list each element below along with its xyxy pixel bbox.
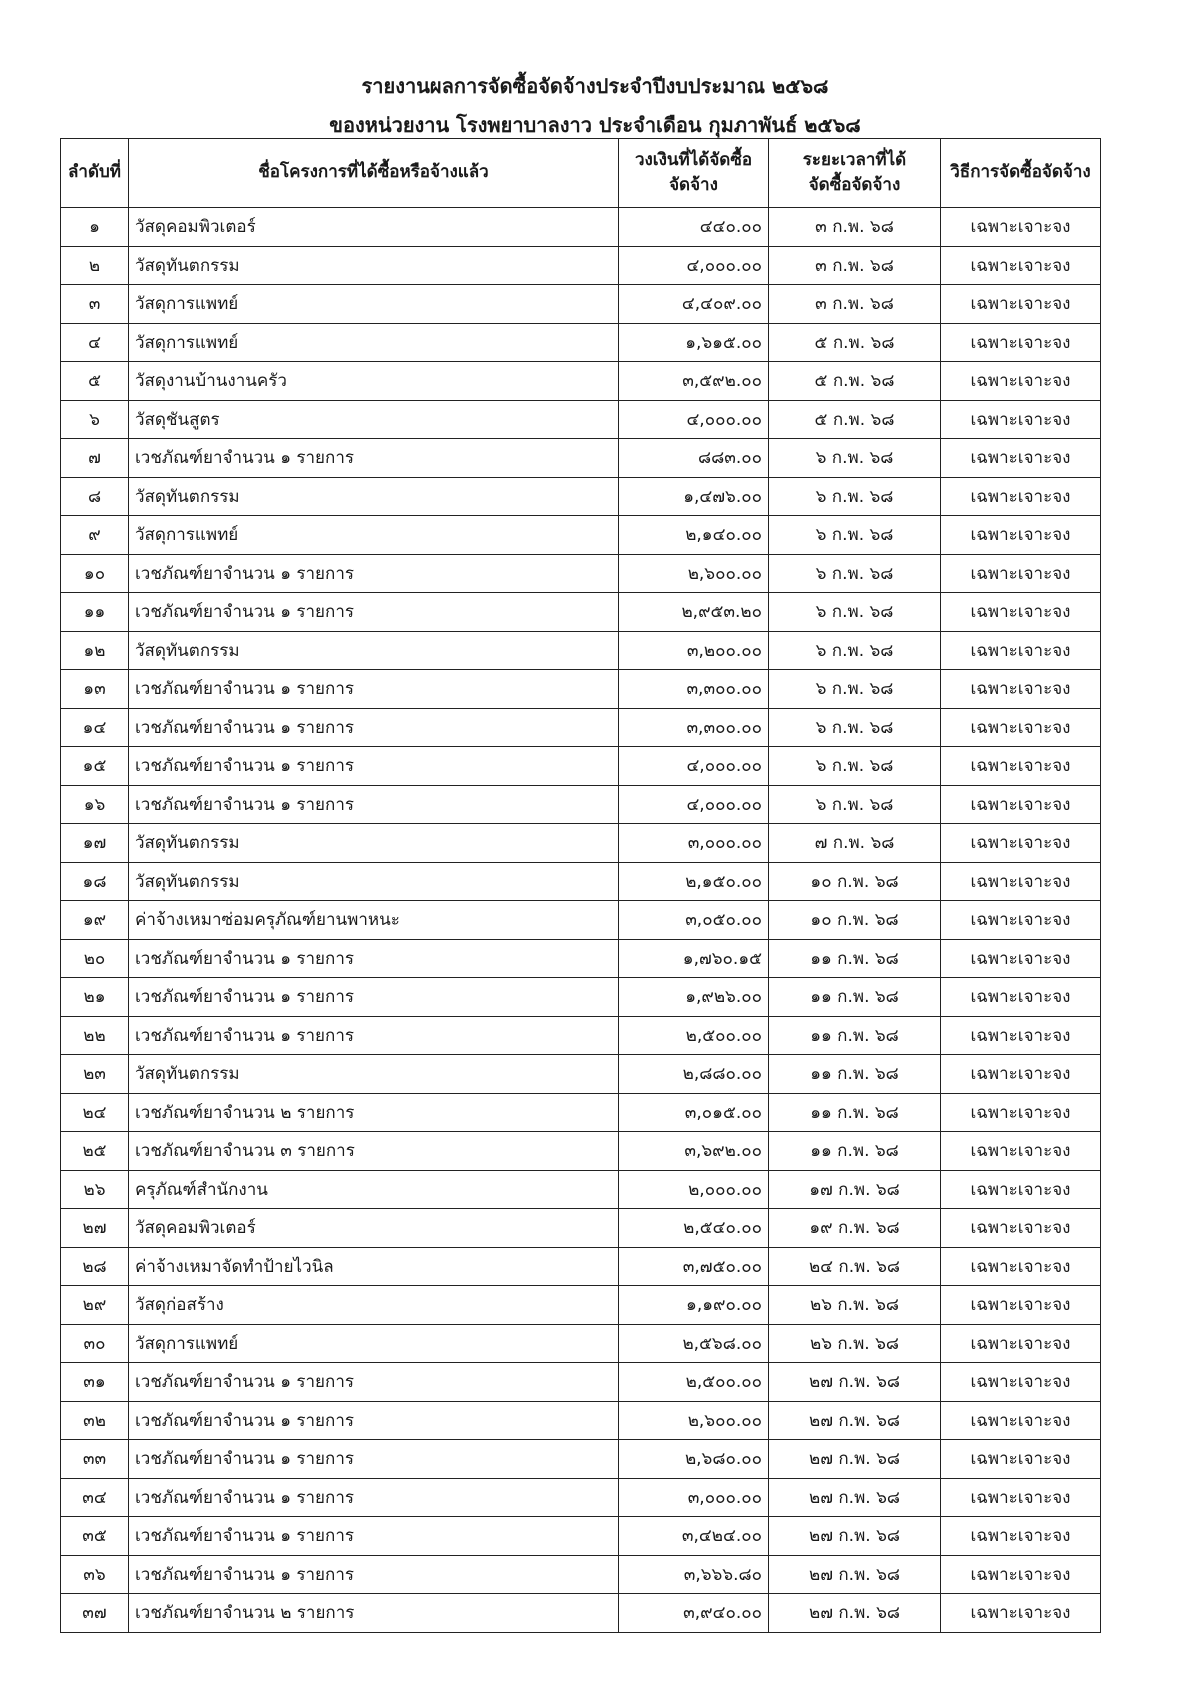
cell-no: ๓๐ <box>61 1324 129 1363</box>
cell-method: เฉพาะเจาะจง <box>941 785 1101 824</box>
cell-date: ๒๗ ก.พ. ๖๘ <box>769 1517 941 1556</box>
cell-date: ๖ ก.พ. ๖๘ <box>769 477 941 516</box>
cell-date: ๖ ก.พ. ๖๘ <box>769 439 941 478</box>
table-row <box>61 785 1101 824</box>
cell-date: ๒๔ ก.พ. ๖๘ <box>769 1247 941 1286</box>
cell-project-name: วัสดุทันตกรรม <box>129 1055 619 1094</box>
cell-project-name: เวชภัณฑ์ยาจำนวน ๒ รายการ <box>129 1594 619 1633</box>
table-row <box>61 1132 1101 1171</box>
cell-amount: ๒,๕๐๐.๐๐ <box>619 1363 769 1402</box>
cell-project-name: วัสดุชันสูตร <box>129 400 619 439</box>
cell-no: ๓๓ <box>61 1440 129 1479</box>
cell-no: ๕ <box>61 362 129 401</box>
cell-no: ๒๓ <box>61 1055 129 1094</box>
cell-project-name: เวชภัณฑ์ยาจำนวน ๑ รายการ <box>129 554 619 593</box>
cell-no: ๑๑ <box>61 593 129 632</box>
cell-amount: ๒,๐๐๐.๐๐ <box>619 1170 769 1209</box>
cell-project-name: วัสดุทันตกรรม <box>129 862 619 901</box>
table-row <box>61 439 1101 478</box>
cell-method: เฉพาะเจาะจง <box>941 1132 1101 1171</box>
cell-project-name: ค่าจ้างเหมาจัดทำป้ายไวนิล <box>129 1247 619 1286</box>
report-title: รายงานผลการจัดซื้อจัดจ้างประจำปีงบประมาณ ๒๕๖๘ <box>361 74 829 98</box>
cell-date: ๖ ก.พ. ๖๘ <box>769 593 941 632</box>
cell-amount: ๓,๐๕๐.๐๐ <box>619 901 769 940</box>
cell-project-name: เวชภัณฑ์ยาจำนวน ๑ รายการ <box>129 1555 619 1594</box>
cell-date: ๑๙ ก.พ. ๖๘ <box>769 1209 941 1248</box>
cell-date: ๒๗ ก.พ. ๖๘ <box>769 1594 941 1633</box>
cell-amount: ๒,๑๕๐.๐๐ <box>619 862 769 901</box>
table-row <box>61 978 1101 1017</box>
cell-no: ๓๕ <box>61 1517 129 1556</box>
cell-method: เฉพาะเจาะจง <box>941 1363 1101 1402</box>
cell-project-name: เวชภัณฑ์ยาจำนวน ๑ รายการ <box>129 439 619 478</box>
table-row <box>61 400 1101 439</box>
cell-date: ๒๗ ก.พ. ๖๘ <box>769 1555 941 1594</box>
cell-project-name: เวชภัณฑ์ยาจำนวน ๑ รายการ <box>129 939 619 978</box>
cell-project-name: วัสดุทันตกรรม <box>129 477 619 516</box>
cell-amount: ๒,๖๐๐.๐๐ <box>619 554 769 593</box>
cell-project-name: ค่าจ้างเหมาซ่อมครุภัณฑ์ยานพาหนะ <box>129 901 619 940</box>
cell-method: เฉพาะเจาะจง <box>941 477 1101 516</box>
cell-date: ๖ ก.พ. ๖๘ <box>769 785 941 824</box>
cell-method: เฉพาะเจาะจง <box>941 1093 1101 1132</box>
cell-no: ๓๒ <box>61 1401 129 1440</box>
table-row <box>61 1517 1101 1556</box>
table-row <box>61 1016 1101 1055</box>
cell-project-name: เวชภัณฑ์ยาจำนวน ๑ รายการ <box>129 1517 619 1556</box>
header-date-line2: จัดซื้อจัดจ้าง <box>808 175 901 195</box>
header-amount-line2: จัดจ้าง <box>669 175 718 195</box>
cell-method: เฉพาะเจาะจง <box>941 978 1101 1017</box>
cell-amount: ๓,๖๖๖.๘๐ <box>619 1555 769 1594</box>
cell-method: เฉพาะเจาะจง <box>941 362 1101 401</box>
table-row <box>61 246 1101 285</box>
cell-no: ๓๗ <box>61 1594 129 1633</box>
cell-method: เฉพาะเจาะจง <box>941 1324 1101 1363</box>
cell-date: ๗ ก.พ. ๖๘ <box>769 824 941 863</box>
table-row <box>61 1363 1101 1402</box>
cell-project-name: วัสดุการแพทย์ <box>129 285 619 324</box>
cell-amount: ๓,๓๐๐.๐๐ <box>619 708 769 747</box>
cell-amount: ๓,๐๐๐.๐๐ <box>619 1478 769 1517</box>
cell-method: เฉพาะเจาะจง <box>941 439 1101 478</box>
cell-no: ๑๔ <box>61 708 129 747</box>
cell-project-name: เวชภัณฑ์ยาจำนวน ๑ รายการ <box>129 670 619 709</box>
cell-method: เฉพาะเจาะจง <box>941 1440 1101 1479</box>
cell-no: ๔ <box>61 323 129 362</box>
cell-amount: ๑,๑๙๐.๐๐ <box>619 1286 769 1325</box>
cell-method: เฉพาะเจาะจง <box>941 1555 1101 1594</box>
cell-amount: ๒,๕๖๘.๐๐ <box>619 1324 769 1363</box>
cell-method: เฉพาะเจาะจง <box>941 1594 1101 1633</box>
table-row <box>61 516 1101 555</box>
cell-method: เฉพาะเจาะจง <box>941 1209 1101 1248</box>
table-row <box>61 901 1101 940</box>
cell-no: ๑๗ <box>61 824 129 863</box>
table-row <box>61 631 1101 670</box>
table-row <box>61 1286 1101 1325</box>
cell-project-name: วัสดุการแพทย์ <box>129 516 619 555</box>
cell-no: ๑๓ <box>61 670 129 709</box>
cell-no: ๖ <box>61 400 129 439</box>
cell-method: เฉพาะเจาะจง <box>941 670 1101 709</box>
cell-amount: ๒,๙๕๓.๒๐ <box>619 593 769 632</box>
table-row <box>61 323 1101 362</box>
cell-no: ๑๐ <box>61 554 129 593</box>
cell-project-name: เวชภัณฑ์ยาจำนวน ๑ รายการ <box>129 1401 619 1440</box>
cell-method: เฉพาะเจาะจง <box>941 285 1101 324</box>
cell-date: ๑๑ ก.พ. ๖๘ <box>769 1055 941 1094</box>
cell-method: เฉพาะเจาะจง <box>941 708 1101 747</box>
cell-date: ๖ ก.พ. ๖๘ <box>769 670 941 709</box>
cell-project-name: วัสดุทันตกรรม <box>129 246 619 285</box>
table-row <box>61 708 1101 747</box>
cell-amount: ๑,๗๖๐.๑๕ <box>619 939 769 978</box>
cell-no: ๒๘ <box>61 1247 129 1286</box>
cell-amount: ๒,๘๘๐.๐๐ <box>619 1055 769 1094</box>
cell-no: ๑๙ <box>61 901 129 940</box>
cell-project-name: เวชภัณฑ์ยาจำนวน ๑ รายการ <box>129 1016 619 1055</box>
cell-method: เฉพาะเจาะจง <box>941 939 1101 978</box>
cell-project-name: วัสดุการแพทย์ <box>129 323 619 362</box>
cell-amount: ๓,๓๐๐.๐๐ <box>619 670 769 709</box>
cell-date: ๑๑ ก.พ. ๖๘ <box>769 1132 941 1171</box>
cell-no: ๒๕ <box>61 1132 129 1171</box>
cell-no: ๓๔ <box>61 1478 129 1517</box>
cell-date: ๒๗ ก.พ. ๖๘ <box>769 1478 941 1517</box>
cell-no: ๑๒ <box>61 631 129 670</box>
cell-amount: ๔,๐๐๐.๐๐ <box>619 785 769 824</box>
cell-date: ๕ ก.พ. ๖๘ <box>769 362 941 401</box>
cell-method: เฉพาะเจาะจง <box>941 1016 1101 1055</box>
cell-no: ๒๗ <box>61 1209 129 1248</box>
cell-project-name: วัสดุก่อสร้าง <box>129 1286 619 1325</box>
cell-no: ๒๐ <box>61 939 129 978</box>
header-amount <box>619 139 769 208</box>
cell-no: ๑๖ <box>61 785 129 824</box>
cell-date: ๑๑ ก.พ. ๖๘ <box>769 939 941 978</box>
table-header-row <box>61 139 1101 208</box>
cell-method: เฉพาะเจาะจง <box>941 824 1101 863</box>
cell-no: ๘ <box>61 477 129 516</box>
table-row <box>61 554 1101 593</box>
cell-method: เฉพาะเจาะจง <box>941 1055 1101 1094</box>
cell-method: เฉพาะเจาะจง <box>941 1170 1101 1209</box>
cell-date: ๑๗ ก.พ. ๖๘ <box>769 1170 941 1209</box>
table-row <box>61 670 1101 709</box>
cell-amount: ๑,๔๗๖.๐๐ <box>619 477 769 516</box>
cell-date: ๒๗ ก.พ. ๖๘ <box>769 1363 941 1402</box>
cell-amount: ๒,๕๔๐.๐๐ <box>619 1209 769 1248</box>
header-date <box>769 139 941 208</box>
cell-date: ๓ ก.พ. ๖๘ <box>769 208 941 247</box>
cell-amount: ๓,๐๑๕.๐๐ <box>619 1093 769 1132</box>
cell-date: ๒๗ ก.พ. ๖๘ <box>769 1440 941 1479</box>
cell-project-name: วัสดุทันตกรรม <box>129 631 619 670</box>
cell-no: ๓ <box>61 285 129 324</box>
table-row <box>61 747 1101 786</box>
table-row <box>61 862 1101 901</box>
cell-amount: ๔,๐๐๐.๐๐ <box>619 747 769 786</box>
cell-no: ๒๒ <box>61 1016 129 1055</box>
header-method: วิธีการจัดซื้อจัดจ้าง <box>941 139 1101 208</box>
cell-no: ๒ <box>61 246 129 285</box>
cell-amount: ๒,๑๔๐.๐๐ <box>619 516 769 555</box>
table-row <box>61 1093 1101 1132</box>
cell-no: ๒๑ <box>61 978 129 1017</box>
cell-project-name: เวชภัณฑ์ยาจำนวน ๑ รายการ <box>129 1440 619 1479</box>
procurement-table <box>60 138 1101 1633</box>
cell-amount: ๓,๐๐๐.๐๐ <box>619 824 769 863</box>
table-row <box>61 362 1101 401</box>
table-row <box>61 1478 1101 1517</box>
cell-date: ๒๖ ก.พ. ๖๘ <box>769 1286 941 1325</box>
cell-method: เฉพาะเจาะจง <box>941 208 1101 247</box>
table-row <box>61 939 1101 978</box>
cell-method: เฉพาะเจาะจง <box>941 323 1101 362</box>
cell-method: เฉพาะเจาะจง <box>941 593 1101 632</box>
cell-date: ๑๑ ก.พ. ๖๘ <box>769 1093 941 1132</box>
table-row <box>61 1055 1101 1094</box>
cell-no: ๑๘ <box>61 862 129 901</box>
table-row <box>61 208 1101 247</box>
cell-method: เฉพาะเจาะจง <box>941 631 1101 670</box>
cell-date: ๑๑ ก.พ. ๖๘ <box>769 1016 941 1055</box>
cell-project-name: วัสดุคอมพิวเตอร์ <box>129 208 619 247</box>
cell-amount: ๒,๖๘๐.๐๐ <box>619 1440 769 1479</box>
cell-method: เฉพาะเจาะจง <box>941 1478 1101 1517</box>
header-no: ลำดับที่ <box>61 139 129 208</box>
cell-no: ๙ <box>61 516 129 555</box>
cell-amount: ๒,๕๐๐.๐๐ <box>619 1016 769 1055</box>
cell-project-name: วัสดุคอมพิวเตอร์ <box>129 1209 619 1248</box>
cell-method: เฉพาะเจาะจง <box>941 1286 1101 1325</box>
cell-method: เฉพาะเจาะจง <box>941 862 1101 901</box>
cell-method: เฉพาะเจาะจง <box>941 1247 1101 1286</box>
cell-amount: ๓,๗๕๐.๐๐ <box>619 1247 769 1286</box>
report-subtitle: ของหน่วยงาน โรงพยาบาลงาว ประจำเดือน กุมภาพันธ์ ๒๕๖๘ <box>329 113 861 137</box>
cell-amount: ๓,๖๙๒.๐๐ <box>619 1132 769 1171</box>
cell-no: ๑๕ <box>61 747 129 786</box>
cell-method: เฉพาะเจาะจง <box>941 901 1101 940</box>
cell-date: ๑๐ ก.พ. ๖๘ <box>769 862 941 901</box>
table-row <box>61 593 1101 632</box>
cell-date: ๖ ก.พ. ๖๘ <box>769 708 941 747</box>
cell-date: ๓ ก.พ. ๖๘ <box>769 246 941 285</box>
cell-method: เฉพาะเจาะจง <box>941 400 1101 439</box>
cell-no: ๒๔ <box>61 1093 129 1132</box>
table-row <box>61 824 1101 863</box>
cell-no: ๑ <box>61 208 129 247</box>
cell-project-name: วัสดุทันตกรรม <box>129 824 619 863</box>
table-row <box>61 477 1101 516</box>
table-row <box>61 1440 1101 1479</box>
cell-no: ๒๙ <box>61 1286 129 1325</box>
cell-date: ๓ ก.พ. ๖๘ <box>769 285 941 324</box>
cell-amount: ๔,๐๐๐.๐๐ <box>619 400 769 439</box>
table-row <box>61 1401 1101 1440</box>
cell-method: เฉพาะเจาะจง <box>941 246 1101 285</box>
cell-no: ๓๖ <box>61 1555 129 1594</box>
cell-project-name: เวชภัณฑ์ยาจำนวน ๑ รายการ <box>129 785 619 824</box>
cell-project-name: เวชภัณฑ์ยาจำนวน ๓ รายการ <box>129 1132 619 1171</box>
header-amount-line1: วงเงินที่ได้จัดซื้อ <box>634 149 753 170</box>
cell-amount: ๓,๙๔๐.๐๐ <box>619 1594 769 1633</box>
cell-amount: ๑,๙๒๖.๐๐ <box>619 978 769 1017</box>
cell-amount: ๒,๖๐๐.๐๐ <box>619 1401 769 1440</box>
cell-date: ๖ ก.พ. ๖๘ <box>769 631 941 670</box>
cell-amount: ๑,๖๑๕.๐๐ <box>619 323 769 362</box>
cell-method: เฉพาะเจาะจง <box>941 1401 1101 1440</box>
table-body <box>61 208 1101 1633</box>
cell-amount: ๓,๕๙๒.๐๐ <box>619 362 769 401</box>
cell-date: ๕ ก.พ. ๖๘ <box>769 400 941 439</box>
cell-amount: ๔๔๐.๐๐ <box>619 208 769 247</box>
cell-amount: ๓,๔๒๔.๐๐ <box>619 1517 769 1556</box>
table-row <box>61 1209 1101 1248</box>
cell-date: ๒๖ ก.พ. ๖๘ <box>769 1324 941 1363</box>
table-row <box>61 1247 1101 1286</box>
cell-date: ๕ ก.พ. ๖๘ <box>769 323 941 362</box>
table-row <box>61 1324 1101 1363</box>
cell-project-name: เวชภัณฑ์ยาจำนวน ๑ รายการ <box>129 978 619 1017</box>
cell-method: เฉพาะเจาะจง <box>941 1517 1101 1556</box>
cell-date: ๒๗ ก.พ. ๖๘ <box>769 1401 941 1440</box>
cell-date: ๖ ก.พ. ๖๘ <box>769 554 941 593</box>
header-date-line1: ระยะเวลาที่ได้ <box>802 149 907 170</box>
cell-date: ๑๑ ก.พ. ๖๘ <box>769 978 941 1017</box>
cell-project-name: วัสดุงานบ้านงานครัว <box>129 362 619 401</box>
table-row <box>61 1555 1101 1594</box>
table-row <box>61 285 1101 324</box>
cell-amount: ๓,๒๐๐.๐๐ <box>619 631 769 670</box>
header-project-name: ชื่อโครงการที่ได้ซื้อหรือจ้างแล้ว <box>129 139 619 208</box>
cell-project-name: เวชภัณฑ์ยาจำนวน ๑ รายการ <box>129 708 619 747</box>
cell-method: เฉพาะเจาะจง <box>941 516 1101 555</box>
cell-amount: ๔,๐๐๐.๐๐ <box>619 246 769 285</box>
cell-project-name: เวชภัณฑ์ยาจำนวน ๑ รายการ <box>129 593 619 632</box>
cell-project-name: เวชภัณฑ์ยาจำนวน ๑ รายการ <box>129 747 619 786</box>
cell-no: ๒๖ <box>61 1170 129 1209</box>
cell-project-name: ครุภัณฑ์สำนักงาน <box>129 1170 619 1209</box>
cell-no: ๓๑ <box>61 1363 129 1402</box>
cell-project-name: เวชภัณฑ์ยาจำนวน ๑ รายการ <box>129 1363 619 1402</box>
cell-project-name: เวชภัณฑ์ยาจำนวน ๒ รายการ <box>129 1093 619 1132</box>
cell-method: เฉพาะเจาะจง <box>941 554 1101 593</box>
cell-method: เฉพาะเจาะจง <box>941 747 1101 786</box>
cell-date: ๖ ก.พ. ๖๘ <box>769 516 941 555</box>
cell-date: ๖ ก.พ. ๖๘ <box>769 747 941 786</box>
table-row <box>61 1170 1101 1209</box>
cell-amount: ๘๘๓.๐๐ <box>619 439 769 478</box>
cell-amount: ๔,๔๐๙.๐๐ <box>619 285 769 324</box>
cell-project-name: เวชภัณฑ์ยาจำนวน ๑ รายการ <box>129 1478 619 1517</box>
cell-project-name: วัสดุการแพทย์ <box>129 1324 619 1363</box>
table-row <box>61 1594 1101 1633</box>
cell-date: ๑๐ ก.พ. ๖๘ <box>769 901 941 940</box>
cell-no: ๗ <box>61 439 129 478</box>
